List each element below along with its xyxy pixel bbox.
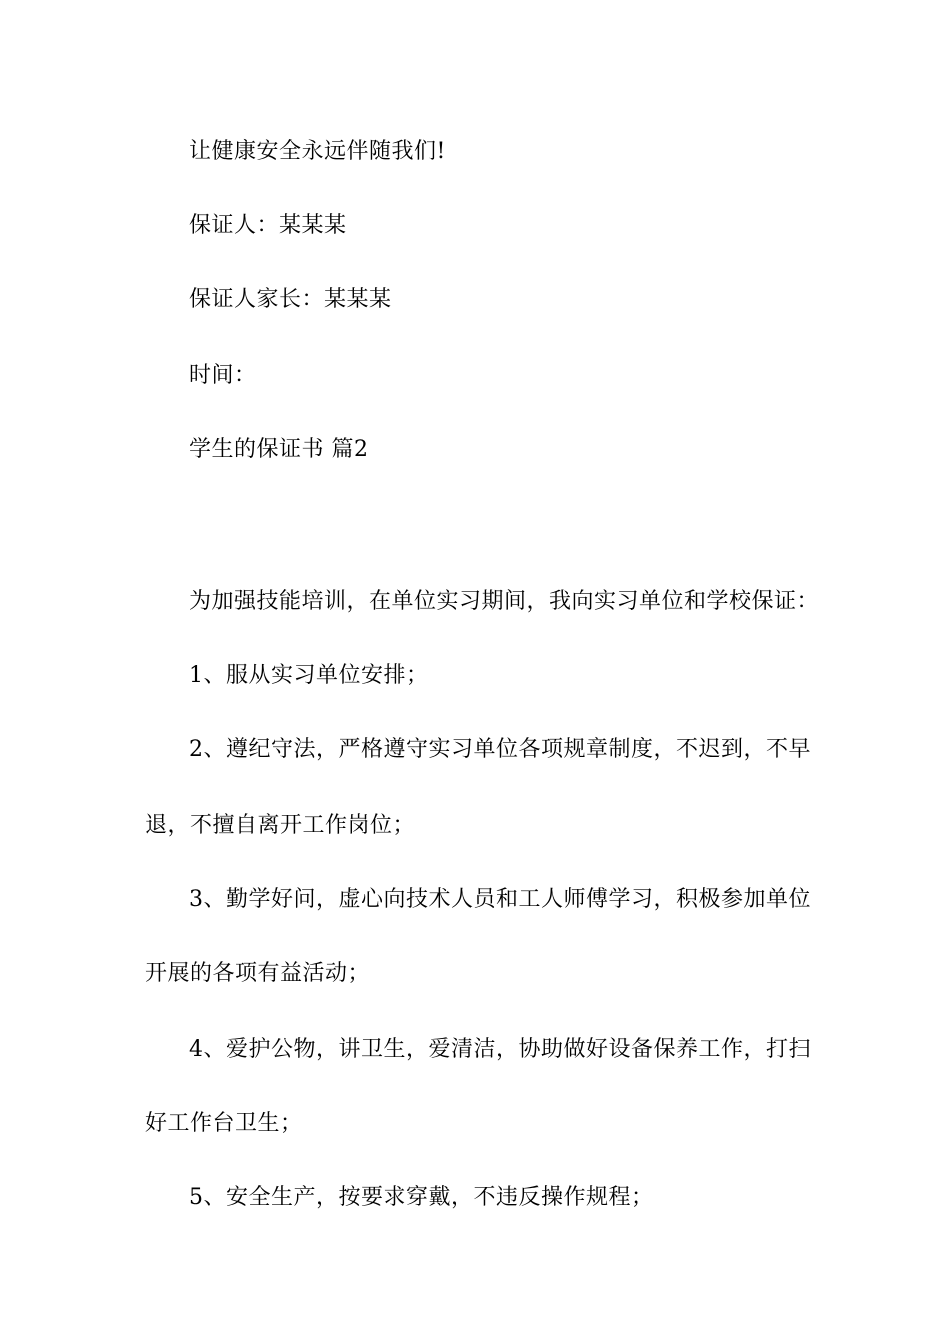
intro-paragraph: 为加强技能培训，在单位实习期间，我向实习单位和学校保证： bbox=[189, 589, 820, 614]
item-1: 1、服从实习单位安排； bbox=[189, 663, 429, 688]
section-heading: 学生的保证书 篇2 bbox=[189, 437, 369, 462]
item-3-line-2: 开展的各项有益活动； bbox=[145, 961, 371, 986]
item-2-line-2: 退，不擅自离开工作岗位； bbox=[145, 813, 416, 838]
guarantor-parent-line: 保证人家长：某某某 bbox=[189, 287, 392, 312]
guarantor-line: 保证人：某某某 bbox=[189, 213, 347, 238]
item-5: 5、安全生产，按要求穿戴，不违反操作规程； bbox=[189, 1185, 654, 1210]
item-4-line-2: 好工作台卫生； bbox=[145, 1111, 303, 1136]
item-4-line-1: 4、爱护公物，讲卫生，爱清洁，协助做好设备保养工作，打扫 bbox=[189, 1037, 811, 1062]
item-3-line-1: 3、勤学好问，虚心向技术人员和工人师傅学习，积极参加单位 bbox=[189, 887, 811, 912]
closing-line: 让健康安全永远伴随我们! bbox=[189, 139, 446, 164]
date-line: 时间： bbox=[189, 363, 257, 388]
item-2-line-1: 2、遵纪守法，严格遵守实习单位各项规章制度，不迟到，不早 bbox=[189, 737, 811, 762]
